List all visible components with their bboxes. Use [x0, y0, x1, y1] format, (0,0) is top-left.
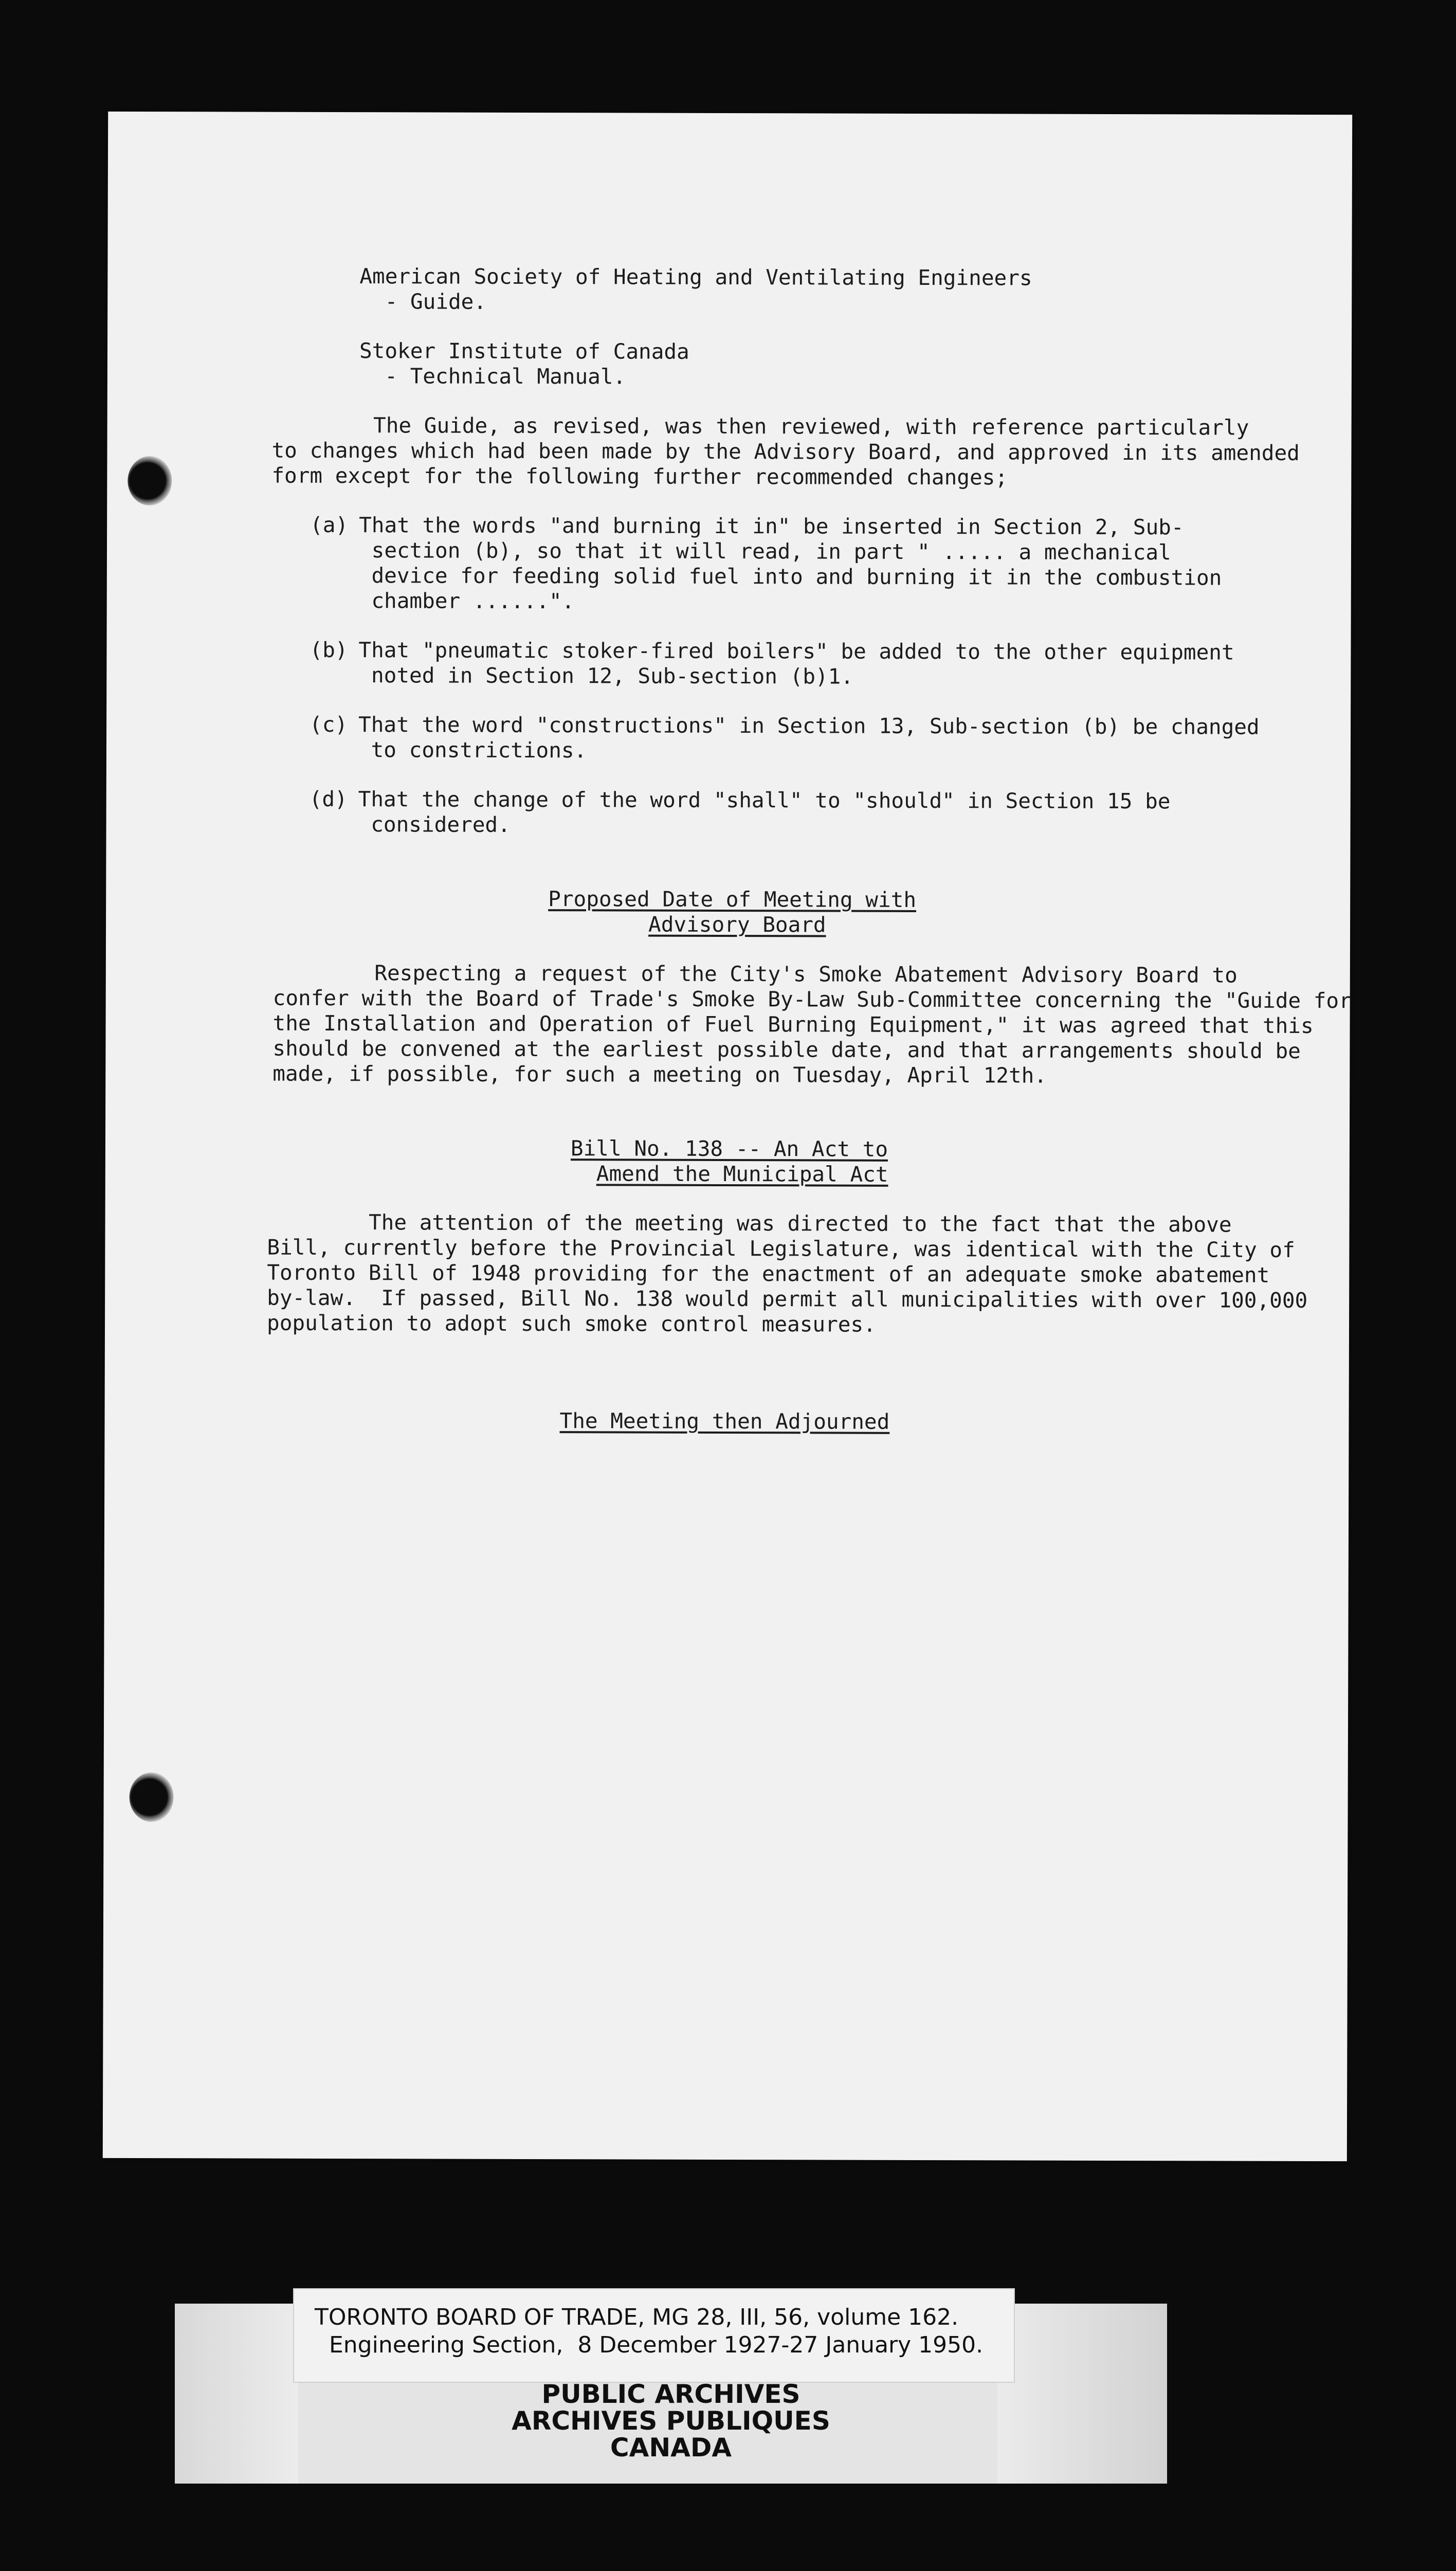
item-line: to constrictions. [358, 737, 587, 763]
closing-heading: The Meeting then Adjourned [559, 1408, 890, 1434]
paragraph-line: confer with the Board of Trade's Smoke By-Law Sub-Committee concerning the "Guide for [272, 985, 1352, 1013]
paragraph-line: Bill, currently before the Provincial Legislature, was identical with the City of [267, 1235, 1295, 1262]
section-heading: Proposed Date of Meeting with [548, 886, 917, 912]
item-line: considered. [358, 812, 511, 837]
reference-line: Stoker Institute of Canada [359, 338, 689, 364]
paragraph-line: Toronto Bill of 1948 providing for the enactment of an adequate smoke abatement [267, 1260, 1270, 1288]
label-backing-left [175, 2304, 298, 2484]
paragraph-line: by-law. If passed, Bill No. 138 would permit all municipalities with over 100,000 [267, 1285, 1308, 1313]
item-letter: (b) [310, 637, 348, 663]
paragraph-line: made, if possible, for such a meeting on Tuesday, April 12th. [272, 1061, 1047, 1088]
paragraph-line: should be convened at the earliest possible date, and that arrangements should be [272, 1036, 1301, 1063]
item-line: chamber ......". [358, 588, 575, 614]
archive-reference-label [293, 2288, 1015, 2383]
intro-line: The Guide, as revised, was then reviewed, with reference particularly [271, 412, 1249, 440]
item-line: That the words "and burning it in" be inserted in Section 2, Sub- [359, 513, 1184, 540]
paragraph-line: Respecting a request of the City's Smoke Abatement Advisory Board to [272, 960, 1237, 988]
archive-stamp [288, 2381, 1054, 2489]
item-letter: (d) [309, 786, 348, 812]
punch-hole-top [128, 456, 172, 505]
section-heading: Advisory Board [648, 912, 826, 937]
punch-hole-bottom [130, 1772, 174, 1822]
intro-line: to changes which had been made by the Advisory Board, and approved in its amended [271, 438, 1300, 465]
item-line: section (b), so that it will read, in part " ..... a mechanical [358, 538, 1171, 565]
item-letter: (c) [310, 712, 348, 737]
item-line: That the change of the word "shall" to "should" in Section 15 be [358, 787, 1171, 814]
archive-reference-line: Engineering Section, 8 December 1927-27 January 1950. [315, 2332, 984, 2358]
intro-line: form except for the following further recommended changes; [271, 463, 1008, 490]
item-line: That the word "constructions" in Section 13, Sub-section (b) be changed [358, 712, 1260, 739]
reference-line: - Guide. [359, 289, 487, 314]
section-heading: Bill No. 138 -- An Act to [570, 1136, 888, 1162]
reference-line: - Technical Manual. [359, 364, 626, 389]
paragraph-line: population to adopt such smoke control measures. [266, 1310, 876, 1337]
archive-stamp-line: CANADA [610, 2433, 732, 2463]
section-heading: Amend the Municipal Act [596, 1161, 888, 1187]
document-text [108, 112, 1352, 1434]
item-line: That "pneumatic stoker-fired boilers" be added to the other equipment [358, 638, 1234, 665]
item-line: noted in Section 12, Sub-section (b)1. [358, 663, 854, 689]
archive-reference-line: TORONTO BOARD OF TRADE, MG 28, III, 56, volume 162. [315, 2304, 959, 2330]
reference-line: American Society of Heating and Ventilating Engineers [359, 264, 1032, 291]
item-line: device for feeding solid fuel into and burning it in the combustion [358, 563, 1222, 590]
archive-stamp-line: PUBLIC ARCHIVES [541, 2379, 800, 2409]
archive-stamp-line: ARCHIVES PUBLIQUES [512, 2406, 830, 2436]
item-letter: (a) [310, 512, 349, 538]
document-page [103, 112, 1352, 2161]
paragraph-line: The attention of the meeting was directed to the fact that the above [267, 1209, 1232, 1237]
paragraph-line: the Installation and Operation of Fuel Burning Equipment," it was agreed that this [272, 1010, 1314, 1038]
